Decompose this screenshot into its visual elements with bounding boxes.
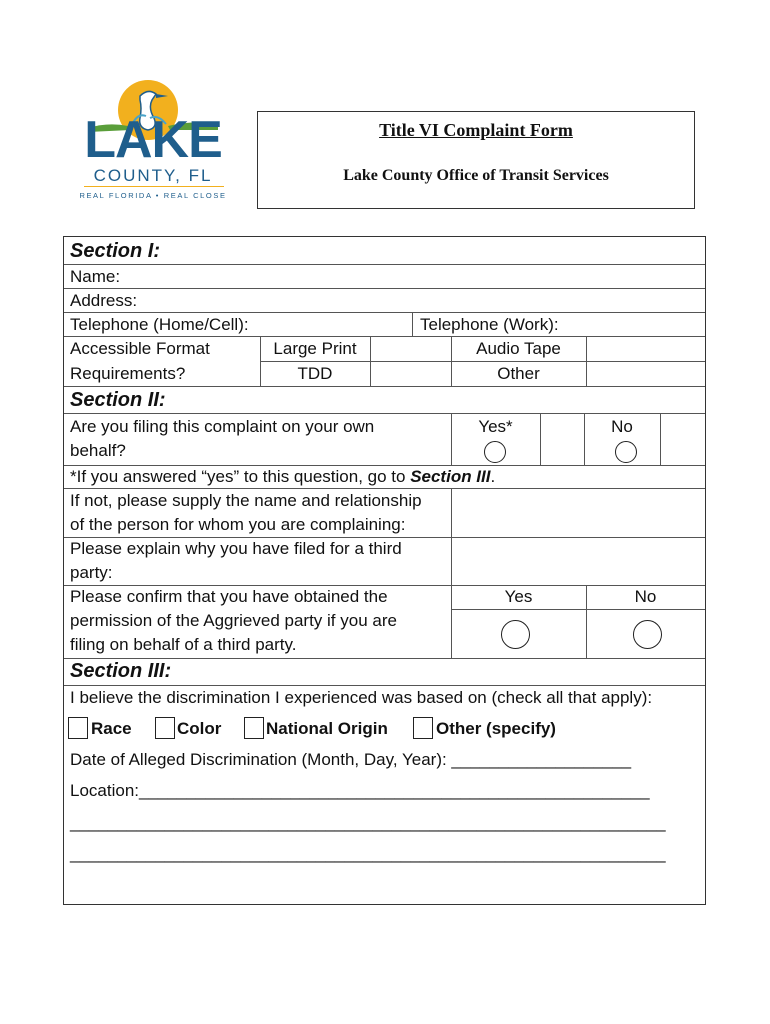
section-1-heading: Section I: bbox=[70, 240, 161, 262]
phone-home-label: Telephone (Home/Cell): bbox=[70, 315, 249, 334]
other-label: Other (specify) bbox=[436, 719, 556, 738]
discrimination-basis-intro: I believe the discrimination I experienced was based on (check all that apply): bbox=[70, 688, 653, 707]
location-blank-line-1[interactable]: _______________________________________________________________ bbox=[70, 813, 666, 832]
relationship-question-line2: of the person for whom you are complaining: bbox=[70, 515, 406, 534]
section-3-note: *If you answered “yes” to this question, go to Section III. bbox=[70, 467, 496, 486]
own-behalf-no-radio[interactable] bbox=[615, 441, 637, 463]
logo-tagline: REAL FLORIDA • REAL CLOSE bbox=[79, 191, 227, 200]
divider bbox=[412, 312, 413, 336]
location-blank-line-2[interactable]: _______________________________________________________________ bbox=[70, 844, 666, 863]
national-origin-label: National Origin bbox=[266, 719, 388, 738]
divider bbox=[64, 264, 705, 265]
form-subtitle: Lake County Office of Transit Services bbox=[343, 167, 609, 184]
permission-yes-radio[interactable] bbox=[501, 620, 530, 649]
divider bbox=[64, 413, 705, 414]
third-party-question-line1: Please explain why you have filed for a third bbox=[70, 539, 402, 558]
permission-question-line3: filing on behalf of a third party. bbox=[70, 635, 297, 654]
option-other[interactable]: Other bbox=[497, 364, 540, 383]
race-label: Race bbox=[91, 719, 132, 738]
divider bbox=[451, 609, 705, 610]
own-behalf-question-line2: behalf? bbox=[70, 441, 126, 460]
divider bbox=[540, 413, 541, 465]
permission-question-line2: permission of the Aggrieved party if you are bbox=[70, 611, 397, 630]
option-large-print[interactable]: Large Print bbox=[273, 339, 357, 358]
national-origin-checkbox[interactable] bbox=[244, 717, 264, 739]
color-checkbox[interactable] bbox=[155, 717, 175, 739]
title-box bbox=[257, 111, 695, 209]
other-checkbox[interactable] bbox=[413, 717, 433, 739]
own-behalf-question-line1: Are you filing this complaint on your own bbox=[70, 417, 375, 436]
yes-star-label: Yes* bbox=[478, 417, 513, 436]
third-party-question-line2: party: bbox=[70, 563, 113, 582]
address-label: Address: bbox=[70, 291, 138, 310]
relationship-question-line1: If not, please supply the name and relationship bbox=[70, 491, 422, 510]
permission-no-label: No bbox=[634, 587, 657, 606]
relationship-answer-field[interactable] bbox=[452, 489, 705, 536]
third-party-answer-field[interactable] bbox=[452, 538, 705, 584]
form-title: Title VI Complaint Form bbox=[379, 120, 573, 140]
color-label: Color bbox=[177, 719, 222, 738]
option-tdd[interactable]: TDD bbox=[297, 364, 333, 383]
logo-sub-text: COUNTY, FL bbox=[93, 166, 213, 185]
complaint-form bbox=[63, 236, 706, 905]
section-3-heading: Section III: bbox=[70, 660, 172, 682]
section-3-link: Section III bbox=[410, 467, 491, 486]
divider bbox=[64, 288, 705, 289]
date-of-discrimination-field[interactable]: Date of Alleged Discrimination (Month, Day, Year): ___________________ bbox=[70, 750, 632, 769]
accessible-format-label: Accessible Format bbox=[70, 339, 210, 358]
permission-question-line1: Please confirm that you have obtained the bbox=[70, 587, 388, 606]
no-label: No bbox=[611, 417, 633, 436]
option-audio-tape[interactable]: Audio Tape bbox=[476, 339, 561, 358]
phone-work-label: Telephone (Work): bbox=[420, 315, 559, 334]
accessible-requirements-label: Requirements? bbox=[70, 364, 186, 383]
permission-yes-label: Yes bbox=[504, 587, 533, 606]
divider bbox=[660, 413, 661, 465]
permission-no-radio[interactable] bbox=[633, 620, 662, 649]
lake-county-logo bbox=[78, 78, 228, 208]
section-2-heading: Section II: bbox=[70, 389, 166, 411]
name-label: Name: bbox=[70, 267, 121, 286]
race-checkbox[interactable] bbox=[68, 717, 88, 739]
own-behalf-yes-radio[interactable] bbox=[484, 441, 506, 463]
logo-main-text: LAKE bbox=[84, 111, 222, 169]
location-field[interactable]: Location:______________________________________________________ bbox=[70, 781, 650, 800]
logo-divider bbox=[84, 186, 224, 187]
